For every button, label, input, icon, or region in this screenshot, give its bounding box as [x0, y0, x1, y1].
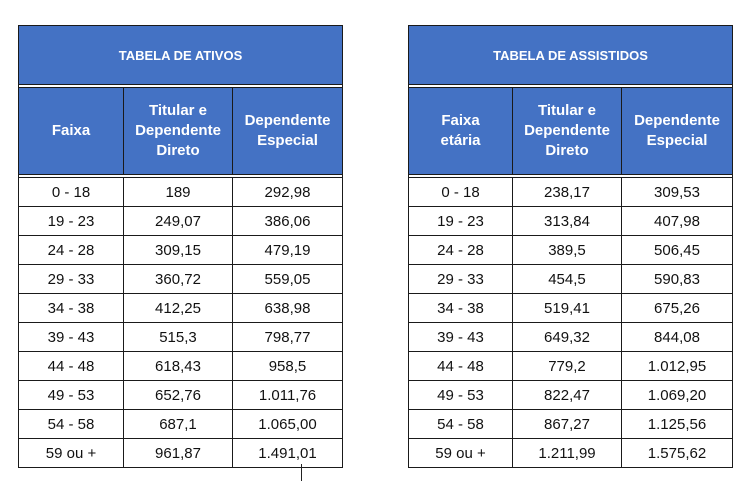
table-row [19, 410, 343, 439]
table-row [409, 323, 733, 352]
table-row [409, 439, 733, 468]
titular-value-cell: 313,84 [513, 207, 622, 236]
faixa-cell: 59 ou + [409, 439, 513, 468]
table-row [19, 381, 343, 410]
dependente-especial-value-cell: 1.011,76 [233, 381, 343, 410]
ativos-table-title: TABELA DE ATIVOS [19, 26, 343, 85]
ativos-table-body [19, 178, 343, 468]
titular-value-cell: 412,25 [124, 294, 233, 323]
text-cursor [301, 464, 302, 481]
assistidos-table-body [409, 178, 733, 468]
table-row [19, 352, 343, 381]
faixa-cell: 0 - 18 [409, 178, 513, 207]
faixa-cell: 54 - 58 [409, 410, 513, 439]
titular-value-cell: 249,07 [124, 207, 233, 236]
faixa-cell: 29 - 33 [409, 265, 513, 294]
dependente-especial-value-cell: 1.575,62 [622, 439, 733, 468]
faixa-cell: 24 - 28 [19, 236, 124, 265]
dependente-especial-value-cell: 1.012,95 [622, 352, 733, 381]
dependente-especial-value-cell: 1.069,20 [622, 381, 733, 410]
dependente-especial-value-cell: 479,19 [233, 236, 343, 265]
titular-value-cell: 309,15 [124, 236, 233, 265]
faixa-cell: 39 - 43 [19, 323, 124, 352]
titular-value-cell: 649,32 [513, 323, 622, 352]
titular-value-cell: 652,76 [124, 381, 233, 410]
faixa-cell: 34 - 38 [19, 294, 124, 323]
dependente-especial-value-cell: 559,05 [233, 265, 343, 294]
assistidos-table [408, 25, 733, 468]
dependente-especial-value-cell: 292,98 [233, 178, 343, 207]
table-row [19, 265, 343, 294]
titular-value-cell: 867,27 [513, 410, 622, 439]
titular-value-cell: 515,3 [124, 323, 233, 352]
table-row [19, 236, 343, 265]
titular-value-cell: 389,5 [513, 236, 622, 265]
dependente-especial-value-cell: 675,26 [622, 294, 733, 323]
table-row [409, 207, 733, 236]
dependente-especial-value-cell: 844,08 [622, 323, 733, 352]
faixa-cell: 44 - 48 [19, 352, 124, 381]
faixa-cell: 34 - 38 [409, 294, 513, 323]
faixa-cell: 49 - 53 [19, 381, 124, 410]
faixa-cell: 19 - 23 [409, 207, 513, 236]
dependente-especial-value-cell: 958,5 [233, 352, 343, 381]
titular-value-cell: 822,47 [513, 381, 622, 410]
table-row [19, 178, 343, 207]
dependente-especial-value-cell: 506,45 [622, 236, 733, 265]
dependente-especial-value-cell: 386,06 [233, 207, 343, 236]
table-row [19, 207, 343, 236]
table-row [409, 410, 733, 439]
faixa-cell: 24 - 28 [409, 236, 513, 265]
faixa-cell: 0 - 18 [19, 178, 124, 207]
ativos-table [18, 25, 343, 468]
dependente-especial-value-cell: 1.065,00 [233, 410, 343, 439]
titular-value-cell: 238,17 [513, 178, 622, 207]
titular-value-cell: 189 [124, 178, 233, 207]
table-row [19, 323, 343, 352]
titular-value-cell: 519,41 [513, 294, 622, 323]
table-row [409, 352, 733, 381]
faixa-cell: 44 - 48 [409, 352, 513, 381]
dependente-especial-value-cell: 798,77 [233, 323, 343, 352]
column-header-titular: Titular e Dependente Direto [513, 88, 622, 175]
table-row [19, 439, 343, 468]
dependente-especial-value-cell: 407,98 [622, 207, 733, 236]
dependente-especial-value-cell: 1.491,01 [233, 439, 343, 468]
faixa-cell: 39 - 43 [409, 323, 513, 352]
faixa-cell: 19 - 23 [19, 207, 124, 236]
faixa-cell: 59 ou + [19, 439, 124, 468]
table-row [409, 381, 733, 410]
column-header-titular: Titular e Dependente Direto [124, 88, 233, 175]
dependente-especial-value-cell: 309,53 [622, 178, 733, 207]
dependente-especial-value-cell: 1.125,56 [622, 410, 733, 439]
column-header-dependente-especial: Dependente Especial [622, 88, 733, 175]
titular-value-cell: 454,5 [513, 265, 622, 294]
dependente-especial-value-cell: 638,98 [233, 294, 343, 323]
titular-value-cell: 961,87 [124, 439, 233, 468]
faixa-cell: 29 - 33 [19, 265, 124, 294]
table-row [409, 265, 733, 294]
table-row [19, 294, 343, 323]
titular-value-cell: 618,43 [124, 352, 233, 381]
assistidos-table-title: TABELA DE ASSISTIDOS [409, 26, 733, 85]
titular-value-cell: 687,1 [124, 410, 233, 439]
table-row [409, 178, 733, 207]
faixa-cell: 54 - 58 [19, 410, 124, 439]
titular-value-cell: 1.211,99 [513, 439, 622, 468]
titular-value-cell: 360,72 [124, 265, 233, 294]
column-header-dependente-especial: Dependente Especial [233, 88, 343, 175]
column-header-faixa-etaria: Faixa etária [409, 88, 513, 175]
column-header-faixa: Faixa [19, 88, 124, 175]
table-row [409, 294, 733, 323]
table-row [409, 236, 733, 265]
titular-value-cell: 779,2 [513, 352, 622, 381]
faixa-cell: 49 - 53 [409, 381, 513, 410]
dependente-especial-value-cell: 590,83 [622, 265, 733, 294]
